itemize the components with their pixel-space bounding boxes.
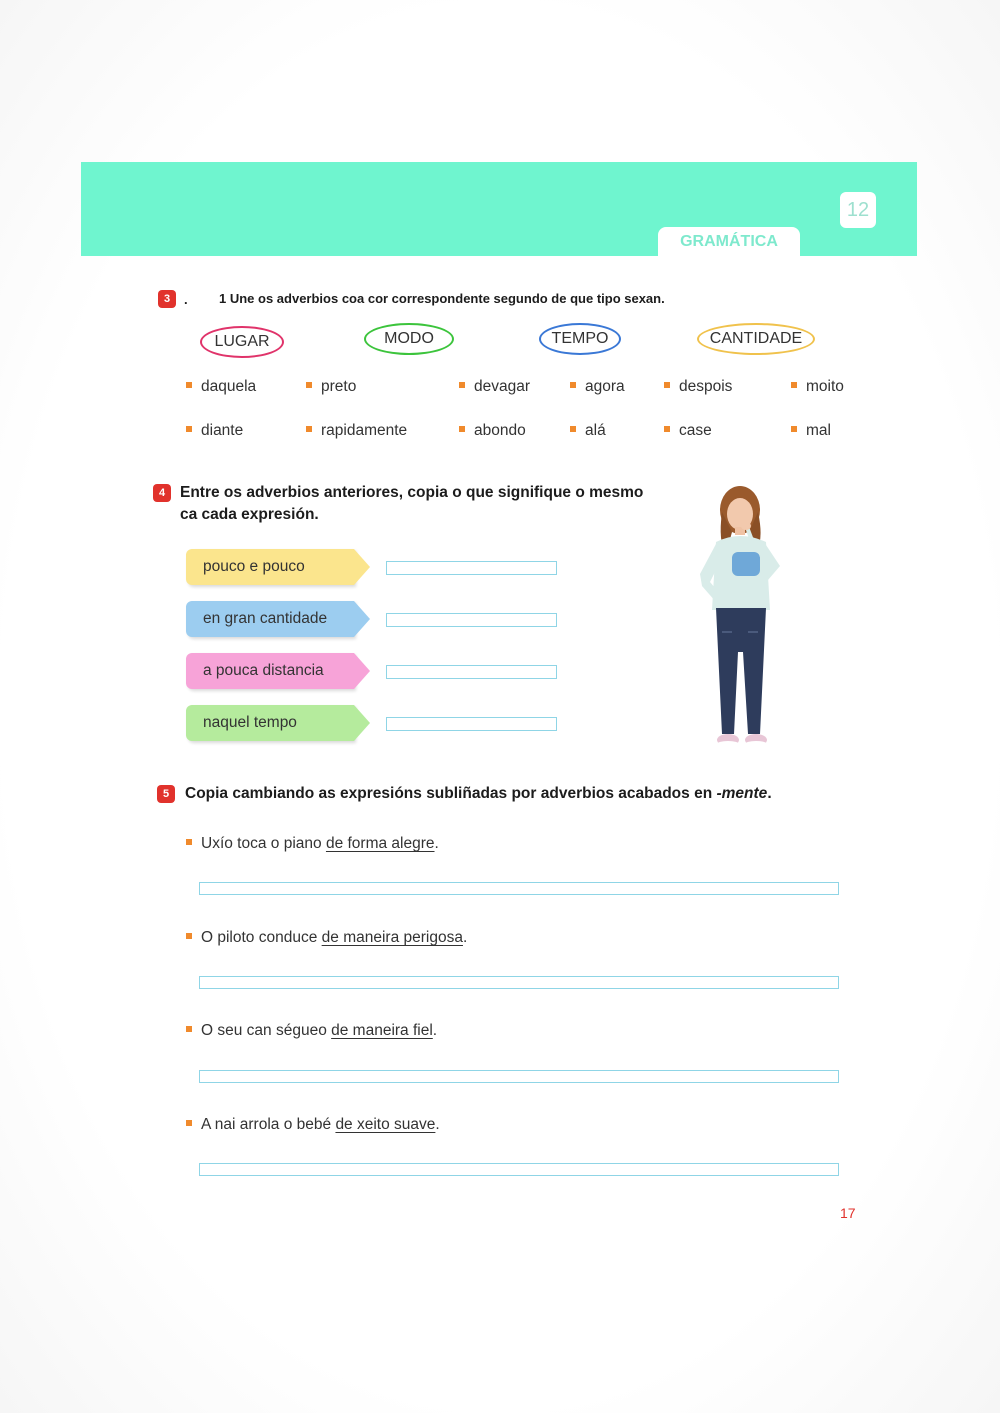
unit-number: 12: [840, 192, 876, 228]
bullet-icon: [459, 426, 465, 432]
adverb-word[interactable]: case: [664, 421, 712, 441]
adverb-word[interactable]: rapidamente: [306, 421, 407, 441]
bullet-icon: [306, 426, 312, 432]
expression-tag: naquel tempo: [186, 705, 354, 741]
answer-input-expression[interactable]: [386, 613, 557, 627]
sentence-item: Uxío toca o piano de forma alegre.: [186, 834, 439, 854]
adverb-word[interactable]: agora: [570, 377, 625, 397]
bullet-icon: [186, 382, 192, 388]
bullet-icon: [664, 382, 670, 388]
exercise-4-badge: 4: [153, 484, 171, 502]
bullet-icon: [306, 382, 312, 388]
category-modo[interactable]: MODO: [364, 323, 454, 355]
bullet-icon: [570, 426, 576, 432]
answer-input-sentence[interactable]: [199, 1070, 839, 1083]
category-tempo[interactable]: TEMPO: [539, 323, 621, 355]
bullet-icon: [791, 426, 797, 432]
adverb-word[interactable]: abondo: [459, 421, 526, 441]
exercise-4-instruction-line1: Entre os adverbios anteriores, copia o que signifique o mesmo: [180, 484, 644, 501]
bullet-icon: [186, 426, 192, 432]
thinking-girl-illustration: [688, 482, 788, 754]
category-lugar[interactable]: LUGAR: [200, 326, 284, 358]
answer-input-sentence[interactable]: [199, 1163, 839, 1176]
sentence-item: A nai arrola o bebé de xeito suave.: [186, 1115, 440, 1135]
bullet-icon: [791, 382, 797, 388]
exercise-3-dot: .: [184, 292, 188, 307]
exercise-5-badge: 5: [157, 785, 175, 803]
bullet-icon: [186, 1026, 192, 1032]
expression-tag: pouco e pouco: [186, 549, 354, 585]
sentence-item: O seu can ségueo de maneira fiel.: [186, 1021, 437, 1041]
sentence-item: O piloto conduce de maneira perigosa.: [186, 928, 467, 948]
exercise-3-instruction: 1 Une os adverbios coa cor correspondente segundo de que tipo sexan.: [219, 291, 665, 306]
adverb-word[interactable]: alá: [570, 421, 606, 441]
answer-input-sentence[interactable]: [199, 976, 839, 989]
adverb-word[interactable]: daquela: [186, 377, 256, 397]
bullet-icon: [186, 1120, 192, 1126]
section-tab: GRAMÁTICA: [658, 227, 800, 256]
answer-input-expression[interactable]: [386, 665, 557, 679]
adverb-word[interactable]: despois: [664, 377, 732, 397]
expression-tag: en gran cantidade: [186, 601, 354, 637]
bullet-icon: [186, 933, 192, 939]
adverb-word[interactable]: moito: [791, 377, 844, 397]
answer-input-expression[interactable]: [386, 561, 557, 575]
adverb-word[interactable]: diante: [186, 421, 243, 441]
adverb-word[interactable]: mal: [791, 421, 831, 441]
exercise-4-instruction-line2: ca cada expresión.: [180, 506, 319, 523]
bullet-icon: [664, 426, 670, 432]
page-number: 17: [840, 1205, 856, 1221]
bullet-icon: [186, 839, 192, 845]
answer-input-sentence[interactable]: [199, 882, 839, 895]
answer-input-expression[interactable]: [386, 717, 557, 731]
bullet-icon: [570, 382, 576, 388]
adverb-word[interactable]: devagar: [459, 377, 530, 397]
bullet-icon: [459, 382, 465, 388]
expression-tag: a pouca distancia: [186, 653, 354, 689]
adverb-word[interactable]: preto: [306, 377, 356, 397]
exercise-3-badge: 3: [158, 290, 176, 308]
category-cantidade[interactable]: CANTIDADE: [697, 323, 815, 355]
exercise-5-instruction: Copia cambiando as expresións subliñadas por adverbios acabados en -mente.: [185, 785, 772, 802]
